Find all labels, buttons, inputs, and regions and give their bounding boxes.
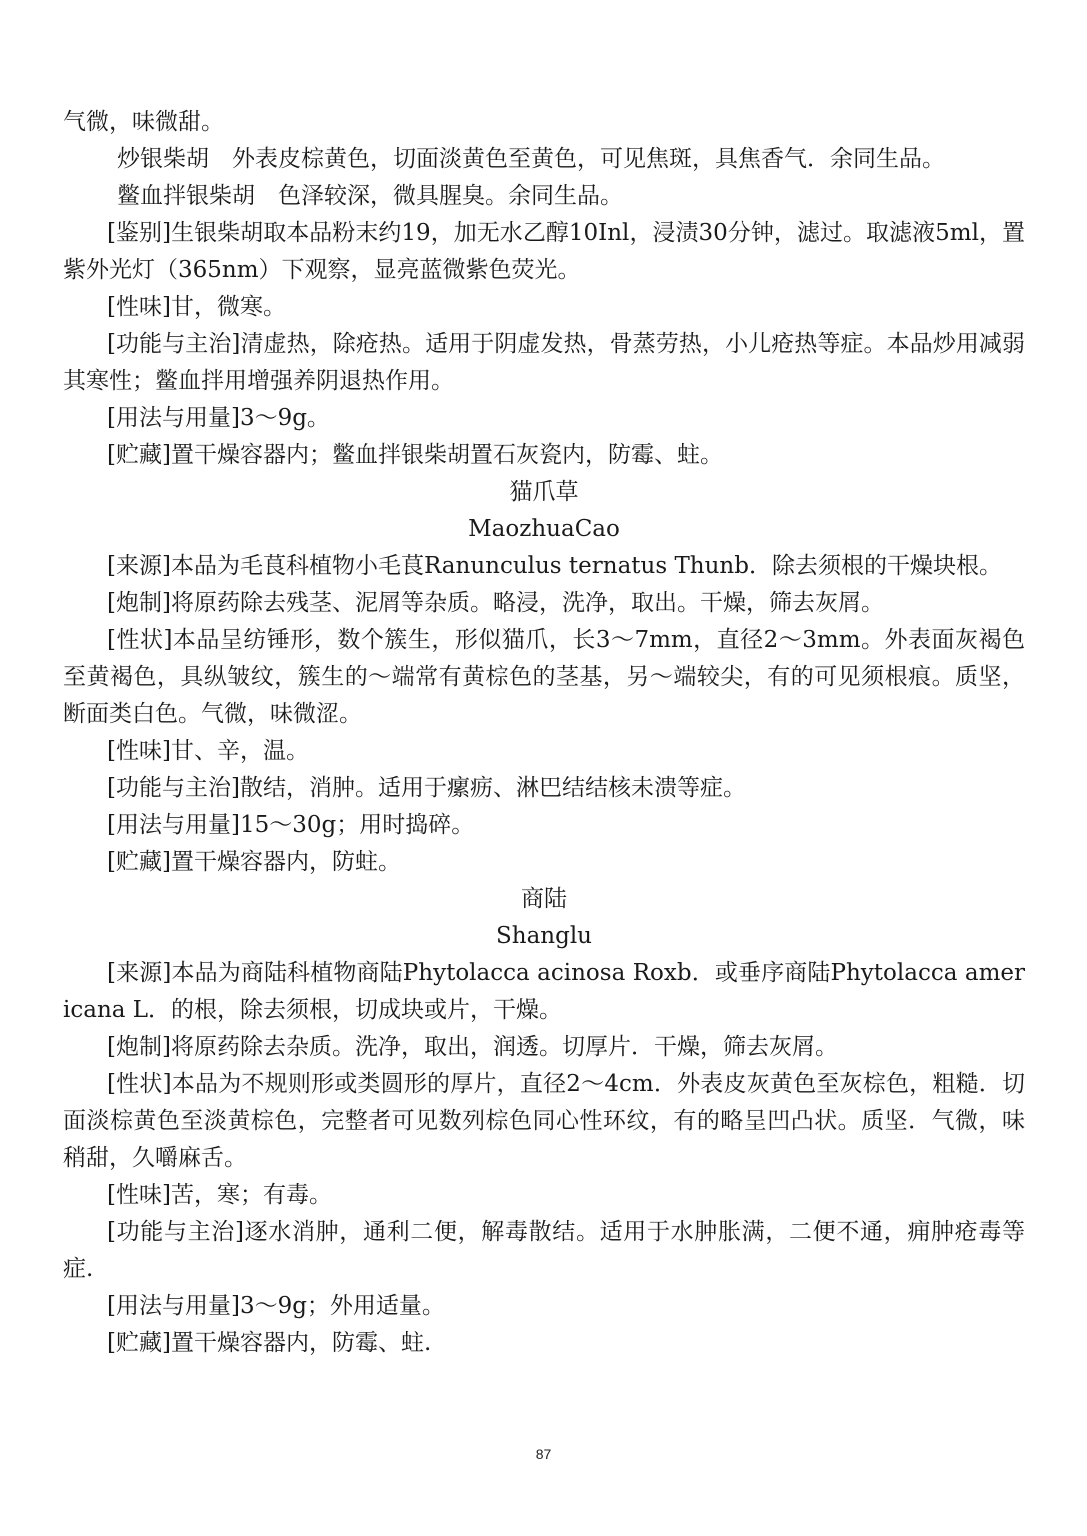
storage-section: [贮藏]置干燥容器内；鳖血拌银柴胡置石灰瓷内，防霉、蛀。 xyxy=(107,442,723,468)
source-section: [来源]本品为毛茛科植物小毛茛Ranunculus ternatus Thunb．除去须根的干燥块根。 xyxy=(107,553,1002,579)
function-section: [功能与主治]清虚热，除疮热。适用于阴虚发热，骨蒸劳热，小儿疮热等症。本品炒用减弱其寒性；鳖血拌用增强养阴退热作用。 xyxy=(63,331,1025,394)
continued-text: 气微，味微甜。 xyxy=(63,109,224,135)
function-section: [功能与主治]逐水消肿，通利二便，解毒散结。适用于水肿胀满，二便不通，痈肿疮毒等症. xyxy=(63,1219,1025,1282)
entry-pinyin-maozhuacao: MaozhuaCao xyxy=(468,516,620,542)
storage-section: [贮藏]置干燥容器内，防霉、蛀. xyxy=(107,1330,432,1356)
function-section: [功能与主治]散结，消肿。适用于瘰疬、淋巴结结核未溃等症。 xyxy=(107,775,746,801)
processing-section: [炮制]将原药除去杂质。洗净，取出，润透。切厚片．干燥，筛去灰屑。 xyxy=(107,1034,838,1060)
stir-fried-variant: 炒银柴胡 外表皮棕黄色，切面淡黄色至黄色，可见焦斑，具焦香气．余同生品。 xyxy=(117,146,945,172)
entry-pinyin-shanglu: Shanglu xyxy=(496,923,592,949)
page-number: 87 xyxy=(535,1446,552,1462)
source-section: [来源]本品为商陆科植物商陆Phytolacca acinosa Roxb．或垂序商陆Phytolacca americana L．的根，除去须根，切成块或片，干燥。 xyxy=(63,960,1025,1023)
dosage-section: [用法与用量]3～9g。 xyxy=(107,405,330,431)
character-section: [性状]本品为不规则形或类圆形的厚片，直径2～4cm．外表皮灰黄色至灰棕色，粗糙．切面淡棕黄色至淡黄棕色，完整者可见数列棕色同心性环纹，有的略呈凹凸状。质坚．气微，味稍甜，久嚼麻舌。 xyxy=(63,1071,1025,1171)
entry-title-maozhuacao: 猫爪草 xyxy=(509,479,579,505)
storage-section: [贮藏]置干燥容器内，防蛀。 xyxy=(107,849,401,875)
taste-section: [性味]苦，寒；有毒。 xyxy=(107,1182,332,1208)
entry-title-shanglu: 商陆 xyxy=(521,886,567,912)
processing-section: [炮制]将原药除去残茎、泥屑等杂质。略浸，洗净，取出。干燥，筛去灰屑。 xyxy=(107,590,884,616)
identification-section: [鉴别]生银柴胡取本品粉末约19，加无水乙醇10Inl，浸渍30分钟，滤过。取滤液5ml，置紫外光灯（365nm）下观察，显亮蓝微紫色荧光。 xyxy=(63,220,1025,283)
dosage-section: [用法与用量]3～9g；外用适量。 xyxy=(107,1293,445,1319)
turtle-blood-variant: 鳖血拌银柴胡 色泽较深，微具腥臭。余同生品。 xyxy=(117,183,623,209)
character-section: [性状]本品呈纺锤形，数个簇生，形似猫爪，长3～7mm，直径2～3mm。外表面灰褐色至黄褐色，具纵皱纹，簇生的～端常有黄棕色的茎基，另～端较尖，有的可见须根痕。质坚，断面类白色。气微，味微涩。 xyxy=(63,627,1025,727)
page-body xyxy=(63,104,1025,1362)
taste-section: [性味]甘，微寒。 xyxy=(107,294,286,320)
dosage-section: [用法与用量]15～30g；用时捣碎。 xyxy=(107,812,475,838)
taste-section: [性味]甘、辛，温。 xyxy=(107,738,309,764)
